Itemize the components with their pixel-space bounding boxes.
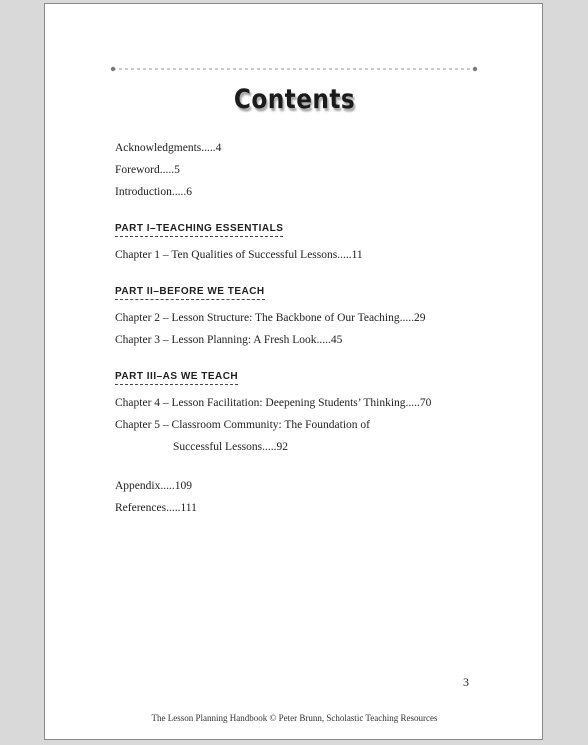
toc-entry-acknowledgments: Acknowledgments.....4 — [115, 142, 222, 154]
table-of-contents — [115, 137, 505, 519]
toc-entry-chapter-2: Chapter 2 – Lesson Structure: The Backbone of Our Teaching.....29 — [115, 312, 426, 324]
toc-entry-introduction: Introduction.....6 — [115, 186, 192, 198]
toc-entry-chapter-4: Chapter 4 – Lesson Facilitation: Deepening Students’ Thinking.....70 — [115, 397, 432, 409]
page-footer: The Lesson Planning Handbook © Peter Brunn, Scholastic Teaching Resources — [151, 713, 438, 723]
part-3-heading: PART III–AS WE TEACH — [115, 371, 238, 385]
book-page — [44, 3, 543, 740]
page-number: 3 — [463, 675, 469, 689]
part-2-heading: PART II–BEFORE WE TEACH — [115, 286, 265, 300]
part-1-heading: PART I–TEACHING ESSENTIALS — [115, 223, 283, 237]
page-title: Contents — [233, 84, 356, 115]
decorative-rule — [109, 65, 479, 73]
toc-entry-appendix: Appendix.....109 — [115, 480, 192, 492]
toc-entry-chapter-5: Chapter 5 – Classroom Community: The Foundation of — [115, 419, 371, 431]
toc-entry-chapter-1: Chapter 1 – Ten Qualities of Successful Lessons.....11 — [115, 249, 363, 261]
toc-entry-chapter-5-continued: Successful Lessons.....92 — [173, 441, 288, 453]
toc-entry-chapter-3: Chapter 3 – Lesson Planning: A Fresh Look.....45 — [115, 334, 343, 346]
toc-entry-foreword: Foreword.....5 — [115, 164, 180, 176]
toc-entry-references: References.....111 — [115, 502, 197, 514]
